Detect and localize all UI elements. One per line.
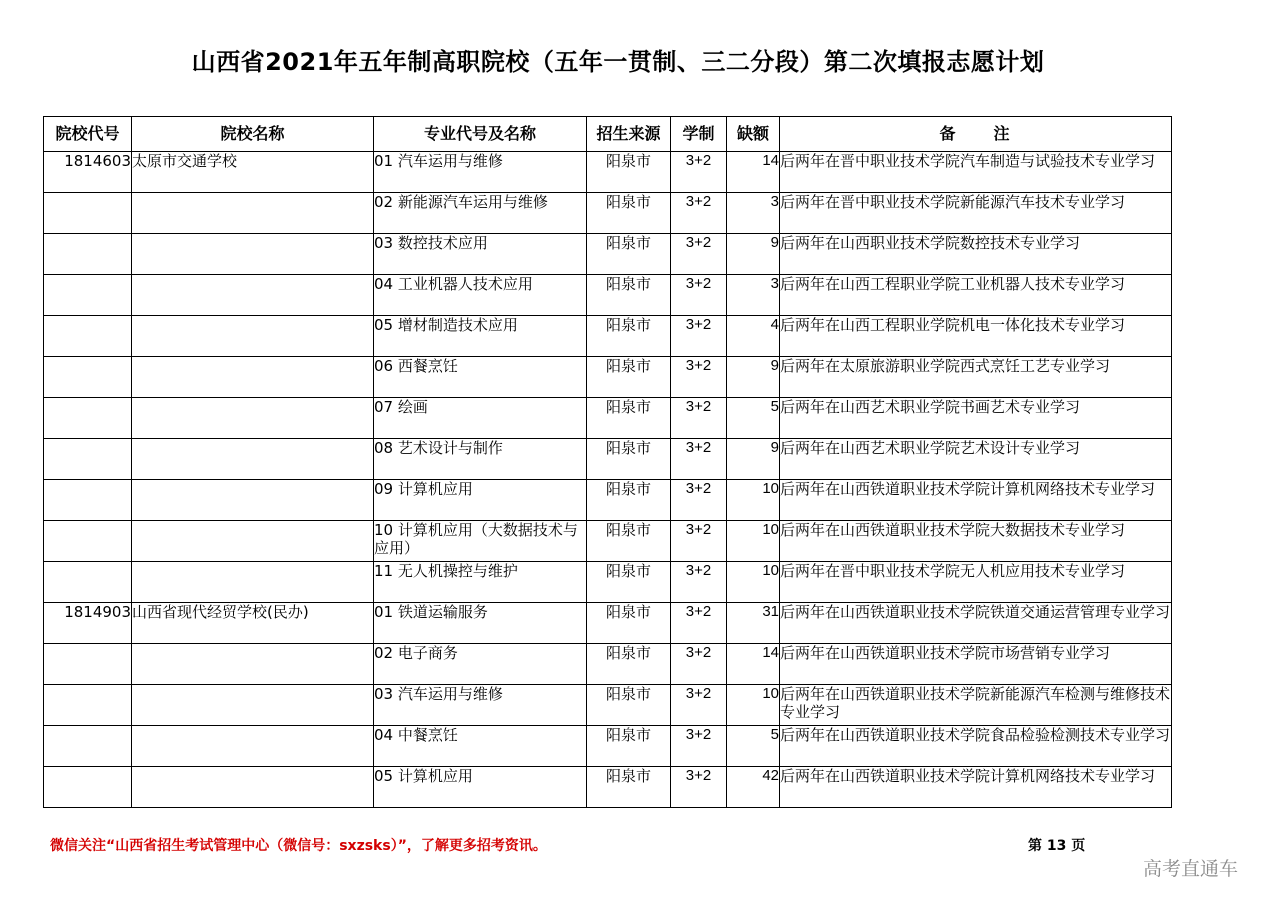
vacancy-cell: 5 [727,398,780,439]
note-cell: 后两年在山西铁道职业技术学院新能源汽车检测与维修技术专业学习 [780,685,1172,726]
school-code-cell: 1814903 [44,603,132,644]
note-cell: 后两年在山西工程职业学院工业机器人技术专业学习 [780,275,1172,316]
years-cell: 3+2 [671,644,727,685]
source-cell: 阳泉市 [587,644,671,685]
source-cell: 阳泉市 [587,357,671,398]
school-name-cell [132,521,374,562]
vacancy-cell: 9 [727,234,780,275]
years-cell: 3+2 [671,685,727,726]
table-row [44,603,1172,644]
source-cell: 阳泉市 [587,193,671,234]
source-cell: 阳泉市 [587,726,671,767]
source-cell: 阳泉市 [587,521,671,562]
vacancy-cell: 14 [727,644,780,685]
major-cell: 07 绘画 [374,398,587,439]
vacancy-cell: 9 [727,439,780,480]
school-code-cell [44,726,132,767]
school-name-cell [132,316,374,357]
major-cell: 05 计算机应用 [374,767,587,808]
note-cell: 后两年在山西铁道职业技术学院大数据技术专业学习 [780,521,1172,562]
table-row [44,521,1172,562]
years-cell: 3+2 [671,193,727,234]
vacancy-cell: 5 [727,726,780,767]
school-name-cell [132,275,374,316]
years-cell: 3+2 [671,398,727,439]
source-cell: 阳泉市 [587,480,671,521]
source-cell: 阳泉市 [587,562,671,603]
school-code-cell [44,685,132,726]
header-note-label: 备 注 [939,124,1012,143]
note-cell: 后两年在晋中职业技术学院汽车制造与试验技术专业学习 [780,152,1172,193]
school-code-cell [44,193,132,234]
source-cell: 阳泉市 [587,316,671,357]
major-cell: 09 计算机应用 [374,480,587,521]
table-row [44,644,1172,685]
source-cell: 阳泉市 [587,603,671,644]
header-school-code: 院校代号 [44,117,132,152]
major-cell: 06 西餐烹饪 [374,357,587,398]
major-cell: 02 新能源汽车运用与维修 [374,193,587,234]
source-cell: 阳泉市 [587,152,671,193]
note-cell: 后两年在山西铁道职业技术学院铁道交通运营管理专业学习 [780,603,1172,644]
school-name-cell: 山西省现代经贸学校(民办) [132,603,374,644]
school-code-cell [44,767,132,808]
source-cell: 阳泉市 [587,398,671,439]
table-row [44,357,1172,398]
table-row [44,562,1172,603]
major-cell: 08 艺术设计与制作 [374,439,587,480]
major-cell: 03 汽车运用与维修 [374,685,587,726]
table-row [44,439,1172,480]
table-row [44,726,1172,767]
school-name-cell [132,644,374,685]
school-code-cell [44,644,132,685]
major-cell: 04 中餐烹饪 [374,726,587,767]
table-row [44,193,1172,234]
table-row [44,275,1172,316]
source-cell: 阳泉市 [587,275,671,316]
years-cell: 3+2 [671,439,727,480]
school-code-cell: 1814603 [44,152,132,193]
school-code-cell [44,480,132,521]
note-cell: 后两年在山西艺术职业学院艺术设计专业学习 [780,439,1172,480]
years-cell: 3+2 [671,603,727,644]
table-row [44,316,1172,357]
table-row [44,685,1172,726]
vacancy-cell: 3 [727,193,780,234]
vacancy-cell: 10 [727,685,780,726]
note-cell: 后两年在山西铁道职业技术学院计算机网络技术专业学习 [780,767,1172,808]
vacancy-cell: 31 [727,603,780,644]
table-row [44,234,1172,275]
source-cell: 阳泉市 [587,234,671,275]
years-cell: 3+2 [671,275,727,316]
major-cell: 03 数控技术应用 [374,234,587,275]
note-cell: 后两年在晋中职业技术学院无人机应用技术专业学习 [780,562,1172,603]
years-cell: 3+2 [671,152,727,193]
years-cell: 3+2 [671,316,727,357]
years-cell: 3+2 [671,234,727,275]
source-cell: 阳泉市 [587,767,671,808]
vacancy-cell: 3 [727,275,780,316]
school-name-cell [132,193,374,234]
school-code-cell [44,234,132,275]
years-cell: 3+2 [671,521,727,562]
vacancy-cell: 10 [727,521,780,562]
wechat-notice: 微信关注“山西省招生考试管理中心（微信号：sxzsks）”，了解更多招考资讯。 [50,838,547,854]
school-code-cell [44,521,132,562]
table-row [44,767,1172,808]
note-cell: 后两年在山西职业技术学院数控技术专业学习 [780,234,1172,275]
school-name-cell [132,767,374,808]
school-code-cell [44,316,132,357]
major-cell: 01 铁道运输服务 [374,603,587,644]
school-code-cell [44,357,132,398]
source-cell: 阳泉市 [587,439,671,480]
watermark: 高考直通车 [1143,858,1239,880]
note-cell: 后两年在山西铁道职业技术学院食品检验检测技术专业学习 [780,726,1172,767]
major-cell: 05 增材制造技术应用 [374,316,587,357]
years-cell: 3+2 [671,480,727,521]
header-note [780,117,1172,152]
vacancy-cell: 9 [727,357,780,398]
note-cell: 后两年在山西铁道职业技术学院计算机网络技术专业学习 [780,480,1172,521]
document-title: 山西省2021年五年制高职院校（五年一贯制、三二分段）第二次填报志愿计划 [191,48,1045,76]
vacancy-cell: 10 [727,562,780,603]
major-cell: 01 汽车运用与维修 [374,152,587,193]
header-school-name: 院校名称 [132,117,374,152]
years-cell: 3+2 [671,562,727,603]
header-years: 学制 [671,117,727,152]
years-cell: 3+2 [671,357,727,398]
vacancy-cell: 10 [727,480,780,521]
major-cell: 04 工业机器人技术应用 [374,275,587,316]
school-name-cell [132,398,374,439]
note-cell: 后两年在山西艺术职业学院书画艺术专业学习 [780,398,1172,439]
school-name-cell [132,439,374,480]
years-cell: 3+2 [671,767,727,808]
school-name-cell [132,357,374,398]
major-cell: 11 无人机操控与维护 [374,562,587,603]
note-cell: 后两年在山西工程职业学院机电一体化技术专业学习 [780,316,1172,357]
vacancy-cell: 14 [727,152,780,193]
school-name-cell [132,562,374,603]
source-cell: 阳泉市 [587,685,671,726]
header-source: 招生来源 [587,117,671,152]
school-code-cell [44,562,132,603]
table-row [44,152,1172,193]
note-cell: 后两年在晋中职业技术学院新能源汽车技术专业学习 [780,193,1172,234]
header-major: 专业代号及名称 [374,117,587,152]
table-header-row [44,117,1172,152]
years-cell: 3+2 [671,726,727,767]
table-row [44,480,1172,521]
vacancy-cell: 4 [727,316,780,357]
school-name-cell [132,480,374,521]
major-cell: 10 计算机应用（大数据技术与应用） [374,521,587,562]
school-code-cell [44,439,132,480]
major-cell: 02 电子商务 [374,644,587,685]
school-name-cell: 太原市交通学校 [132,152,374,193]
school-code-cell [44,275,132,316]
header-vacancy: 缺额 [727,117,780,152]
school-name-cell [132,726,374,767]
note-cell: 后两年在山西铁道职业技术学院市场营销专业学习 [780,644,1172,685]
school-code-cell [44,398,132,439]
page-number: 第 13 页 [1028,838,1086,854]
school-name-cell [132,685,374,726]
note-cell: 后两年在太原旅游职业学院西式烹饪工艺专业学习 [780,357,1172,398]
school-name-cell [132,234,374,275]
table-row [44,398,1172,439]
vacancy-cell: 42 [727,767,780,808]
plan-table [43,116,1172,808]
